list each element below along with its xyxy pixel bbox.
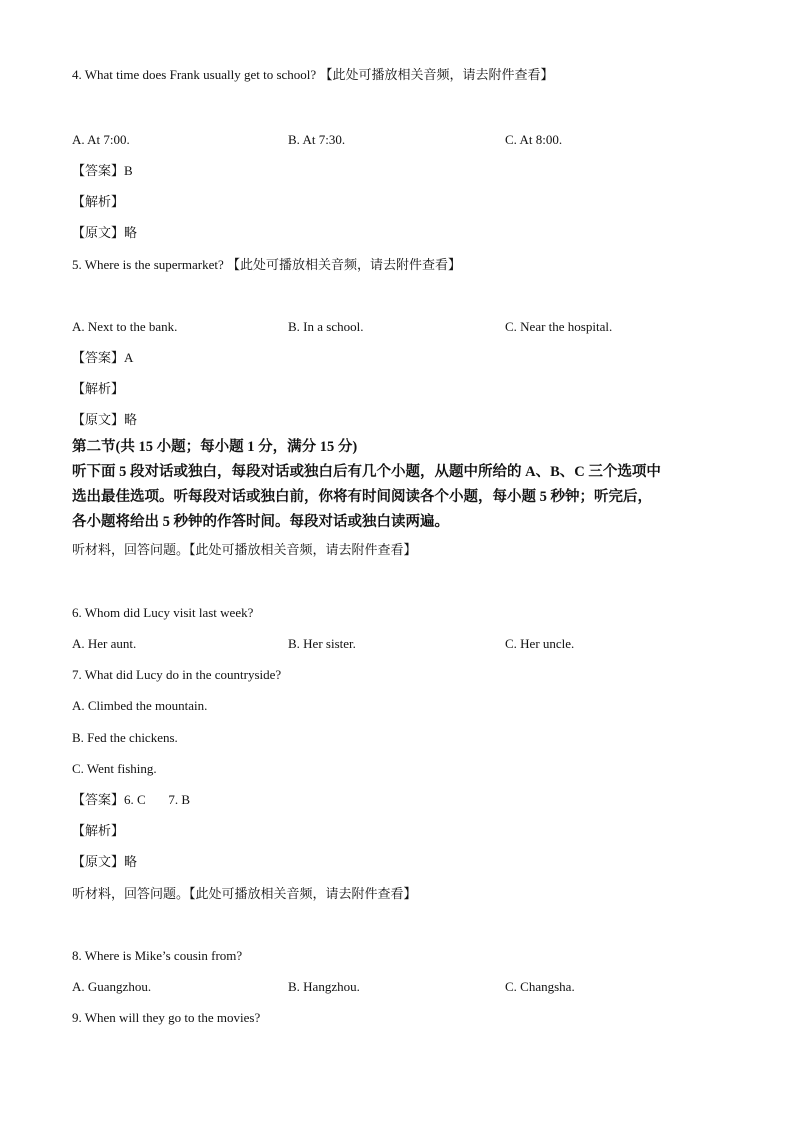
group1-analysis: 【解析】: [72, 823, 125, 838]
group1-answer: 【答案】6. C 7. B: [72, 792, 191, 807]
q4-answer: 【答案】B: [72, 163, 133, 178]
q5-analysis: 【解析】: [72, 381, 125, 396]
section-2-heading: 第二节(共 15 小题；每小题 1 分，满分 15 分): [72, 439, 358, 455]
q5-option-b: B. In a school.: [288, 319, 364, 334]
group1-original: 【原文】略: [72, 854, 138, 869]
section-2-instruction-line-1: 听下面 5 段对话或独白，每段对话或独白后有几个小题，从题中所给的 A、B、C 三个选项中: [72, 464, 661, 480]
q7-option-a: A. Climbed the mountain.: [72, 698, 208, 713]
q8-option-a: A. Guangzhou.: [72, 979, 152, 994]
question-9: 9. When will they go to the movies?: [72, 1010, 261, 1025]
q5-option-a: A. Next to the bank.: [72, 319, 178, 334]
q4-option-a: A. At 7:00.: [72, 132, 130, 147]
q5-option-c: C. Near the hospital.: [505, 319, 613, 334]
section-2-instruction-line-2: 选出最佳选项。听每段对话或独白前，你将有时间阅读各个小题，每小题 5 秒钟；听完后，: [72, 489, 652, 505]
q6-option-c: C. Her uncle.: [505, 636, 575, 651]
q5-answer: 【答案】A: [72, 350, 134, 365]
listen-prompt-1: 听材料，回答问题。【此处可播放相关音频，请去附件查看】: [72, 542, 417, 557]
question-7: 7. What did Lucy do in the countryside?: [72, 667, 282, 682]
q6-option-a: A. Her aunt.: [72, 636, 137, 651]
q6-option-b: B. Her sister.: [288, 636, 356, 651]
question-6: 6. Whom did Lucy visit last week?: [72, 605, 254, 620]
q4-option-b: B. At 7:30.: [288, 132, 346, 147]
q5-original: 【原文】略: [72, 412, 138, 427]
q8-option-c: C. Changsha.: [505, 979, 575, 994]
q4-option-c: C. At 8:00.: [505, 132, 563, 147]
q7-option-c: C. Went fishing.: [72, 761, 157, 776]
listen-prompt-2: 听材料，回答问题。【此处可播放相关音频，请去附件查看】: [72, 886, 417, 901]
q4-original: 【原文】略: [72, 225, 138, 240]
question-8: 8. Where is Mike’s cousin from?: [72, 948, 243, 963]
q4-analysis: 【解析】: [72, 194, 125, 209]
question-4: 4. What time does Frank usually get to school? 【此处可播放相关音频，请去附件查看】: [72, 67, 554, 82]
section-2-instruction-line-3: 各小题将给出 5 秒钟的作答时间。每段对话或独白读两遍。: [72, 514, 449, 530]
q8-option-b: B. Hangzhou.: [288, 979, 360, 994]
question-5: 5. Where is the supermarket? 【此处可播放相关音频，请去附件查看】: [72, 257, 461, 272]
q7-option-b: B. Fed the chickens.: [72, 730, 178, 745]
